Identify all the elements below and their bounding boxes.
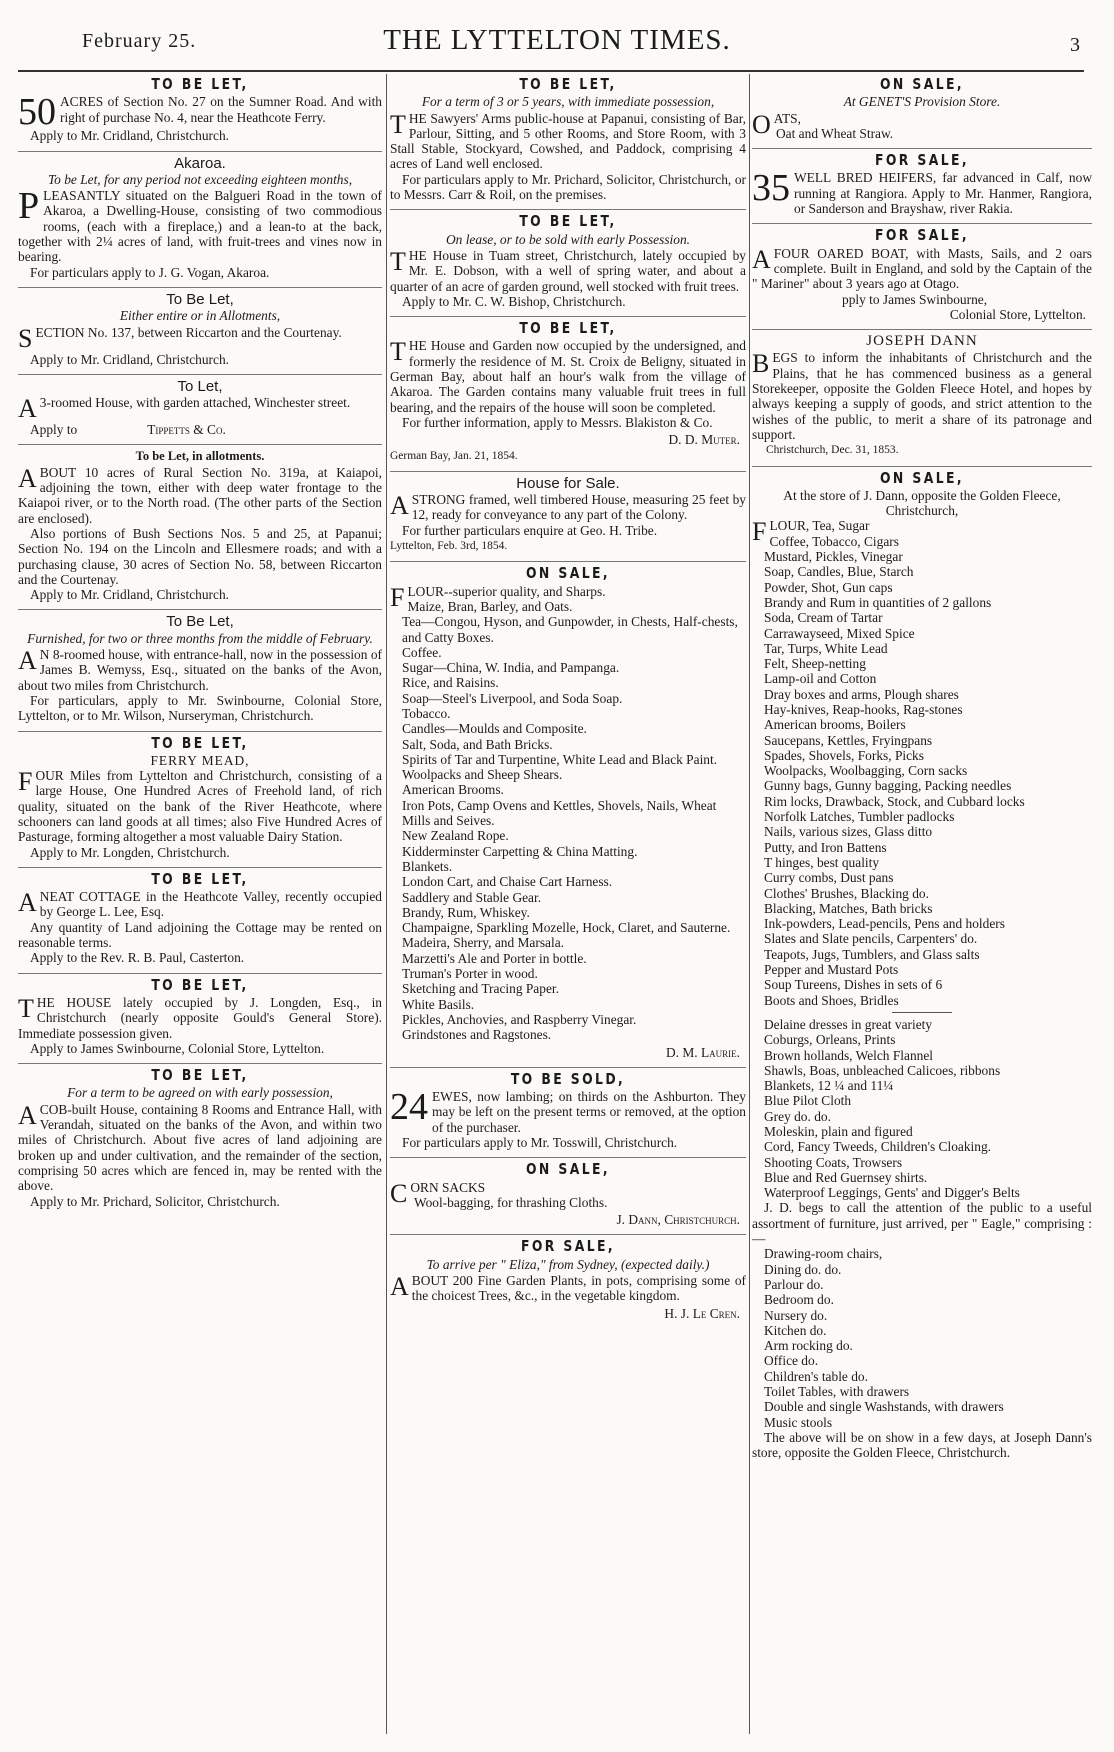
ad-text-2: Wool-bagging, for thrashing Cloths. bbox=[414, 1194, 608, 1210]
ad-date: Christchurch, Dec. 31, 1853. bbox=[766, 444, 899, 457]
list-item: Nails, various sizes, Glass ditto bbox=[764, 824, 933, 840]
advertisement bbox=[18, 77, 382, 152]
drop-cap: T bbox=[390, 109, 406, 139]
list-item: Rice, and Raisins. bbox=[402, 675, 499, 691]
list-item: Grey do. do. bbox=[764, 1108, 831, 1124]
list-item: New Zealand Rope. bbox=[402, 828, 509, 844]
ad-apply: Apply to Mr. Cridland, Christchurch. bbox=[30, 351, 229, 367]
drop-cap: F bbox=[18, 767, 33, 797]
list-item: Moleskin, plain and figured bbox=[764, 1124, 913, 1139]
ad-note: J. D. begs to call the attention of the public to a useful assortment of furniture, just arrived, per " Eagle," comprising :— bbox=[752, 1200, 1092, 1247]
advertisement bbox=[18, 292, 382, 375]
drop-cap: T bbox=[18, 993, 34, 1023]
list-item: White Basils. bbox=[402, 996, 475, 1012]
masthead-rule bbox=[18, 70, 1084, 72]
list-item: Woolpacks, Woolbagging, Corn sacks bbox=[764, 763, 968, 779]
ad-text: WELL BRED HEIFERS, far advanced in Calf, now running at Rangiora. Apply to Mr. Hanmer, Rangiora, or Sanderson and Brayshaw, river Rakia. bbox=[794, 170, 1092, 217]
list-item: Toilet Tables, with drawers bbox=[764, 1384, 910, 1400]
ad-heading: ON SALE, bbox=[879, 75, 965, 93]
ad-heading: FOR SALE, bbox=[874, 226, 970, 245]
ad-text: HE House in Tuam street, Christchurch, lately occupied by Mr. E. Dobson, with a well of spring water, and about a quarter of an acre of garden ground, well stocked with fruit trees. bbox=[390, 247, 746, 294]
ad-signature: D. D. Muter. bbox=[668, 432, 740, 448]
divider bbox=[892, 1012, 952, 1013]
drop-cap: F bbox=[390, 582, 405, 612]
column-divider bbox=[386, 74, 387, 1734]
list-item: American Brooms. bbox=[402, 782, 504, 798]
list-item: Lamp-oil and Cotton bbox=[764, 671, 877, 687]
advertisement bbox=[390, 214, 746, 317]
ad-text-2: Also portions of Bush Sections Nos. 5 and 25, at Papanui; Section No. 194 on the Lincoln and Ellesmere roads; and with a purchasing clause, 30 acres of Section No. 58, between Riccarton and the Courtenay. bbox=[18, 525, 382, 587]
list-item: Blankets, 12 ¼ and 11¼ bbox=[764, 1078, 894, 1094]
advertisement bbox=[18, 733, 382, 868]
list-item: Spirits of Tar and Turpentine, White Lead and Black Paint. bbox=[402, 751, 718, 767]
ad-heading: TO BE LET, bbox=[151, 1066, 249, 1085]
goods-list bbox=[402, 599, 746, 1043]
list-item: Blankets. bbox=[402, 858, 453, 874]
advertisement bbox=[390, 1239, 746, 1327]
list-item: Tea—Congou, Hyson, and Gunpowder, in Chests, Half-chests, and Catty Boxes. bbox=[402, 614, 738, 645]
list-item: Nursery do. bbox=[764, 1307, 828, 1323]
list-item: Hay-knives, Reap-hooks, Rag-stones bbox=[764, 701, 963, 717]
list-item: Sugar—China, W. India, and Pampanga. bbox=[402, 660, 620, 676]
list-item: Curry combs, Dust pans bbox=[764, 870, 894, 886]
list-item: Blue and Red Guernsey shirts. bbox=[764, 1169, 928, 1185]
ad-heading: JOSEPH DANN bbox=[866, 333, 978, 350]
ad-heading: TO BE LET, bbox=[151, 975, 249, 994]
advertisement bbox=[752, 153, 1092, 224]
ad-apply: For particulars, apply to Mr. Swinbourne, Colonial Store, Lyttelton, or to Mr. Wilson, Nurseryman, Christchurch. bbox=[18, 692, 382, 724]
ad-apply: Apply to Mr. Cridland, Christchurch. bbox=[30, 587, 229, 603]
list-item: Blacking, Matches, Bath bricks bbox=[764, 900, 933, 916]
list-item: Brandy and Rum in quantities of 2 gallons bbox=[764, 594, 992, 610]
drop-cap: T bbox=[390, 246, 406, 276]
list-item: Blue Pilot Cloth bbox=[764, 1093, 852, 1109]
ad-signature: D. M. Laurie. bbox=[666, 1044, 740, 1060]
list-item: Slates and Slate pencils, Carpenters' do. bbox=[764, 931, 978, 947]
ad-heading: ON SALE, bbox=[879, 468, 965, 487]
ad-intro: At the store of J. Dann, opposite the Golden Fleece, Christchurch, bbox=[783, 487, 1061, 519]
ad-date: German Bay, Jan. 21, 1854. bbox=[390, 449, 518, 462]
list-item: Saucepans, Kettles, Fryingpans bbox=[764, 732, 933, 748]
advertisement bbox=[18, 156, 382, 288]
ad-subheading: For a term of 3 or 5 years, with immediate possession, bbox=[421, 94, 715, 110]
ad-heading: To be Let, in allotments. bbox=[135, 449, 265, 464]
ad-text: HE HOUSE lately occupied by J. Longden, Esq., in Christchurch (nearly opposite Gould's General Store). Immediate possession given. bbox=[18, 994, 382, 1041]
drop-cap: 24 bbox=[390, 1086, 428, 1129]
list-item: Madeira, Sherry, and Marsala. bbox=[402, 935, 564, 951]
list-item: Truman's Porter in wood. bbox=[402, 966, 538, 982]
ad-heading: TO BE SOLD, bbox=[510, 1069, 626, 1088]
ad-heading: TO BE LET, bbox=[519, 212, 617, 231]
advertisement bbox=[390, 1162, 746, 1235]
goods-list bbox=[764, 534, 1092, 1008]
ad-apply: For particulars apply to Mr. Prichard, Solicitor, Christchurch, or to Messrs. Carr & Roil, on the premises. bbox=[390, 171, 746, 203]
ad-apply: Apply to James Swinbourne, Colonial Store, Lyttelton. bbox=[30, 1040, 325, 1056]
drop-cap: A bbox=[390, 491, 409, 521]
list-item: Music stools bbox=[764, 1414, 833, 1430]
list-item: Putty, and Iron Battens bbox=[764, 839, 887, 855]
advertisement bbox=[752, 334, 1092, 466]
ad-subheading: Either entire or in Allotments, bbox=[119, 308, 281, 324]
ad-text: EWES, now lambing; on thirds on the Ashburton. They may be left on the present terms or removed, at the option of the purchaser. bbox=[432, 1089, 746, 1135]
ad-signature: H. J. Le Cren. bbox=[664, 1305, 740, 1321]
list-item: Drawing-room chairs, bbox=[764, 1246, 883, 1262]
ad-text-2: Oat and Wheat Straw. bbox=[776, 125, 894, 141]
list-item: Brandy, Rum, Whiskey. bbox=[402, 904, 530, 920]
list-item: London Cart, and Chaise Cart Harness. bbox=[402, 874, 613, 890]
ad-apply: Apply to the Rev. R. B. Paul, Casterton. bbox=[30, 950, 245, 966]
list-item: Coffee. bbox=[402, 644, 442, 660]
list-item: Woolpacks and Sheep Shears. bbox=[402, 767, 563, 783]
drop-cap: P bbox=[18, 185, 40, 228]
drop-cap: A bbox=[752, 244, 771, 274]
list-item: Shawls, Boas, unbleached Calicoes, ribbons bbox=[764, 1062, 1001, 1078]
drop-cap: C bbox=[390, 1178, 408, 1208]
drop-cap: A bbox=[390, 1272, 409, 1302]
column-divider bbox=[749, 74, 750, 1734]
newspaper-title: THE LYTTELTON TIMES. bbox=[383, 24, 731, 56]
ad-text-2: Any quantity of Land adjoining the Cottage may be rented on reasonable terms. bbox=[18, 919, 382, 951]
list-item: Soda, Cream of Tartar bbox=[764, 610, 883, 626]
ad-text: COB-built House, containing 8 Rooms and Entrance Hall, with Verandah, situated on the banks of the Avon, and within two miles of Christchurch. About five acres of land adjoining are broken up and under cultivation, and the remainder of the section, comprising 50 acres which are fenced in, may be rented with the above. bbox=[18, 1101, 382, 1194]
advertisement bbox=[390, 77, 746, 210]
list-item: Shooting Coats, Trowsers bbox=[764, 1154, 903, 1170]
list-item: Boots and Shoes, Bridles bbox=[764, 992, 899, 1008]
page-number: 3 bbox=[1070, 34, 1080, 56]
list-item: Brown hollands, Welch Flannel bbox=[764, 1047, 934, 1063]
advertisement bbox=[18, 1068, 382, 1216]
ad-heading: TO BE LET, bbox=[519, 319, 617, 338]
advertisement bbox=[390, 566, 746, 1068]
ad-heading: To Let, bbox=[177, 377, 223, 395]
ad-subheading: FERRY MEAD, bbox=[150, 752, 250, 768]
list-item: Waterproof Leggings, Gents' and Digger's Belts bbox=[764, 1185, 1020, 1201]
list-item: Clothes' Brushes, Blacking do. bbox=[764, 885, 929, 901]
ad-text: N 8-roomed house, with entrance-hall, now in the possession of James B. Wemyss, Esq., situated on the banks of the Avon, about two miles from Christchurch. bbox=[18, 647, 382, 693]
list-item: Teapots, Jugs, Tumblers, and Glass salts bbox=[764, 946, 980, 962]
ad-apply-2: Colonial Store, Lyttelton. bbox=[949, 306, 1086, 322]
ad-subheading: On lease, or to be sold with early Possession. bbox=[446, 231, 690, 247]
advertisement bbox=[390, 1069, 746, 1158]
list-item: Tar, Turps, White Lead bbox=[764, 640, 888, 656]
ad-text: ATS, bbox=[773, 110, 801, 126]
advertisement bbox=[752, 77, 1092, 149]
ad-heading: ON SALE, bbox=[525, 1160, 611, 1179]
drop-cap: B bbox=[752, 349, 770, 379]
ad-apply: Apply to bbox=[30, 422, 78, 438]
list-item: Coffee, Tobacco, Cigars bbox=[769, 533, 899, 549]
ad-text: OUR Miles from Lyttelton and Christchurch, consisting of a large House, One Hundred Acres of Freehold land, of rich quality, situated on the bank of the River Heathcote, where schooners can land goods at all times; also Five Hundred Acres of Pasturage, forming altogether a most valuable Dairy Station. bbox=[18, 768, 382, 845]
list-item: Norfolk Latches, Tumbler padlocks bbox=[764, 809, 955, 825]
ad-agent: Tippetts & Co. bbox=[147, 422, 226, 438]
ad-text: FOUR OARED BOAT, with Masts, Sails, and 2 oars complete. Built in England, and sold by the Captain of the " Mariner" about 3 years ago at Otago. bbox=[752, 245, 1092, 292]
list-item: Children's table do. bbox=[764, 1368, 868, 1384]
ad-apply: Apply to Mr. C. W. Bishop, Christchurch. bbox=[402, 293, 626, 309]
list-item: Marzetti's Ale and Porter in bottle. bbox=[402, 950, 587, 966]
list-item: Soap, Candles, Blue, Starch bbox=[764, 564, 914, 580]
ad-apply: Apply to Mr. Cridland, Christchurch. bbox=[30, 128, 229, 144]
advertisement bbox=[18, 614, 382, 731]
ad-apply: Apply to Mr. Prichard, Solicitor, Christchurch. bbox=[30, 1193, 280, 1209]
ad-text: ACRES of Section No. 27 on the Sumner Road. And with right of purchase No. 4, near the Heathcote Ferry. bbox=[60, 94, 382, 125]
list-item: Arm rocking do. bbox=[764, 1338, 853, 1354]
list-item: Carrawayseed, Mixed Spice bbox=[764, 625, 915, 641]
ad-subheading: To arrive per " Eliza," from Sydney, (expected daily.) bbox=[426, 1256, 710, 1272]
ad-text: ORN SACKS bbox=[410, 1179, 486, 1195]
list-item: Salt, Soda, and Bath Bricks. bbox=[402, 736, 553, 752]
list-item: Saddlery and Stable Gear. bbox=[402, 889, 542, 905]
list-item: Dray boxes and arms, Plough shares bbox=[764, 686, 959, 702]
column-1 bbox=[18, 74, 382, 1734]
masthead bbox=[0, 24, 1114, 64]
ad-closing: The above will be on show in a few days, at Joseph Dann's store, opposite the Golden Fleece, Christchurch. bbox=[752, 1429, 1092, 1461]
ad-apply: Apply to Mr. Longden, Christchurch. bbox=[30, 844, 230, 860]
ad-heading: ON SALE, bbox=[525, 564, 611, 583]
drop-cap: A bbox=[18, 888, 37, 918]
ad-heading: TO BE LET, bbox=[519, 75, 617, 93]
list-item: Delaine dresses in great variety bbox=[764, 1016, 933, 1032]
ad-subheading: At GENET'S Provision Store. bbox=[843, 94, 1001, 110]
drop-cap: 35 bbox=[752, 167, 790, 210]
drop-cap: F bbox=[752, 517, 767, 547]
list-item: Kitchen do. bbox=[764, 1322, 827, 1338]
ad-text: LEASANTLY situated on the Balgueri Road in the town of Akaroa, a Dwelling-House, consisting of two commodious rooms, (each with a fireplace,) and a lean-to at the back, together with 2¼ acres of land, with fruit-trees and vines now in bearing. bbox=[18, 188, 382, 265]
list-item: Pickles, Anchovies, and Raspberry Vinegar. bbox=[402, 1011, 637, 1027]
ad-heading: House for Sale. bbox=[516, 474, 620, 492]
ad-apply: For particulars apply to J. G. Vogan, Akaroa. bbox=[30, 264, 270, 280]
list-item: Felt, Sheep-netting bbox=[764, 656, 866, 672]
ad-text: HE House and Garden now occupied by the undersigned, and formerly the residence of M. St. Croix de Beligny, situated in German Bay, about half an hour's walk from the village of Akaroa. The Garden contains many valuable fruit trees in full bearing, and the repairs of the house will soon be completed. bbox=[390, 338, 746, 415]
ad-heading: TO BE LET, bbox=[151, 869, 249, 888]
list-item: Sketching and Tracing Paper. bbox=[402, 981, 559, 997]
ad-text: BOUT 10 acres of Rural Section No. 319a, at Kaiapoi, adjoining the town, either with deep water frontage to the Kaiapoi river, or to the North road. (The other parts of the Section are enclosed). bbox=[18, 464, 382, 526]
column-2 bbox=[390, 74, 746, 1734]
ad-heading: To Be Let, bbox=[166, 613, 234, 631]
ad-heading: FOR SALE, bbox=[520, 1237, 616, 1256]
list-item: Iron Pots, Camp Ovens and Kettles, Shovels, Nails, Wheat Mills and Seives. bbox=[402, 797, 717, 829]
ad-signature: J. Dann, Christchurch. bbox=[616, 1212, 740, 1228]
list-item: Powder, Shot, Gun caps bbox=[764, 579, 893, 595]
ad-text-2: For further information, apply to Messrs. Blakiston & Co. bbox=[402, 414, 713, 430]
issue-date: February 25. bbox=[82, 30, 197, 52]
drop-cap: A bbox=[18, 1100, 37, 1130]
list-item: Tobacco. bbox=[402, 705, 451, 721]
list-item: Office do. bbox=[764, 1353, 819, 1369]
list-item: Coburgs, Orleans, Prints bbox=[764, 1032, 896, 1048]
ad-text: ECTION No. 137, between Riccarton and the Courtenay. bbox=[35, 324, 342, 340]
list-item: Spades, Shovels, Forks, Picks bbox=[764, 747, 924, 763]
drop-cap: A bbox=[18, 394, 37, 424]
ad-heading: Akaroa. bbox=[174, 154, 226, 172]
list-item: American brooms, Boilers bbox=[764, 717, 906, 733]
list-item: Bedroom do. bbox=[764, 1292, 834, 1308]
ad-text: LOUR--superior quality, and Sharps. bbox=[407, 583, 606, 599]
advertisement bbox=[752, 228, 1092, 330]
ad-text: STRONG framed, well timbered House, measuring 25 feet by 12, ready for conveyance to any part of the Colony. bbox=[411, 492, 746, 523]
drapery-list bbox=[764, 1017, 1092, 1201]
list-item: Mustard, Pickles, Vinegar bbox=[764, 549, 903, 565]
list-item: Rim locks, Drawback, Stock, and Cubbard locks bbox=[764, 793, 1025, 809]
list-item: Dining do. do. bbox=[764, 1261, 842, 1277]
drop-cap: 50 bbox=[18, 91, 56, 134]
advertisement bbox=[18, 379, 382, 446]
list-item: T hinges, best quality bbox=[764, 854, 880, 870]
advertisement bbox=[18, 975, 382, 1064]
list-item: Ink-powders, Lead-pencils, Pens and holders bbox=[764, 916, 1005, 932]
ad-apply: For particulars apply to Mr. Tosswill, Christchurch. bbox=[402, 1135, 678, 1150]
ad-text-2: For further particulars enquire at Geo. H. Tribe. bbox=[402, 522, 658, 538]
ad-heading: TO BE LET, bbox=[151, 733, 249, 752]
advertisement bbox=[390, 321, 746, 472]
ad-text: NEAT COTTAGE in the Heathcote Valley, recently occupied by George L. Lee, Esq. bbox=[39, 889, 382, 920]
ad-heading: TO BE LET, bbox=[151, 75, 249, 93]
list-item: Cord, Fancy Tweeds, Children's Cloaking. bbox=[764, 1139, 991, 1155]
ad-text: 3-roomed House, with garden attached, Winchester street. bbox=[39, 395, 351, 411]
ad-subheading: For a term to be agreed on with early possession, bbox=[67, 1085, 333, 1101]
drop-cap: T bbox=[390, 337, 406, 367]
ad-apply: pply to James Swinbourne, bbox=[842, 291, 988, 307]
ad-text: BOUT 200 Fine Garden Plants, in pots, comprising some of the choicest Trees, &c., in the vegetable kingdom. bbox=[411, 1273, 746, 1304]
ad-heading: FOR SALE, bbox=[874, 151, 970, 170]
drop-cap: A bbox=[18, 463, 37, 493]
advertisement bbox=[390, 476, 746, 562]
drop-cap: O bbox=[752, 109, 771, 139]
list-item: Champaigne, Sparkling Mozelle, Hock, Claret, and Sauterne. bbox=[402, 920, 731, 936]
list-item: Pepper and Mustard Pots bbox=[764, 962, 899, 978]
list-item: Gunny bags, Gunny bagging, Packing needles bbox=[764, 778, 1012, 794]
drop-cap: A bbox=[18, 646, 37, 676]
list-item: Parlour do. bbox=[764, 1276, 824, 1292]
column-3 bbox=[752, 74, 1092, 1734]
furniture-list bbox=[764, 1246, 1092, 1430]
list-item: Candles—Moulds and Composite. bbox=[402, 721, 587, 737]
list-item: Soap—Steel's Liverpool, and Soda Soap. bbox=[402, 690, 623, 706]
advertisement bbox=[18, 449, 382, 610]
list-item: Kidderminster Carpetting & China Matting. bbox=[402, 843, 638, 859]
list-item: Maize, Bran, Barley, and Oats. bbox=[407, 598, 573, 614]
advertisement bbox=[752, 468, 1092, 1468]
advertisement bbox=[18, 869, 382, 974]
ad-text: EGS to inform the inhabitants of Christchurch and the Plains, that he has commenced business as a general Storekeeper, opposite the Golden Fleece Hotel, and hopes by always keeping a supply of goods, and strict attention to the wishes of the public, to merit a share of its patronage and support. bbox=[752, 350, 1092, 442]
list-item: Soup Tureens, Dishes in sets of 6 bbox=[764, 977, 943, 993]
ad-heading: To Be Let, bbox=[166, 290, 234, 308]
ad-subheading: To be Let, for any period not exceeding eighteen months, bbox=[47, 171, 353, 187]
list-item: Double and single Washstands, with drawers bbox=[764, 1399, 1004, 1415]
list-item: Grindstones and Ragstones. bbox=[402, 1027, 552, 1043]
ad-date: Lyttelton, Feb. 3rd, 1854. bbox=[390, 540, 508, 553]
ad-text: LOUR, Tea, Sugar bbox=[769, 518, 870, 534]
ad-text: HE Sawyers' Arms public-house at Papanui, consisting of Bar, Parlour, Sitting, and 5 other Rooms, and Store Room, with 3 Stall Stable, Stockyard, Cowshed, and Paddock, comprising 4 acres of Land well enclosed. bbox=[390, 110, 746, 172]
ad-subheading: Furnished, for two or three months from the middle of February. bbox=[27, 630, 373, 646]
drop-cap: S bbox=[18, 323, 33, 353]
